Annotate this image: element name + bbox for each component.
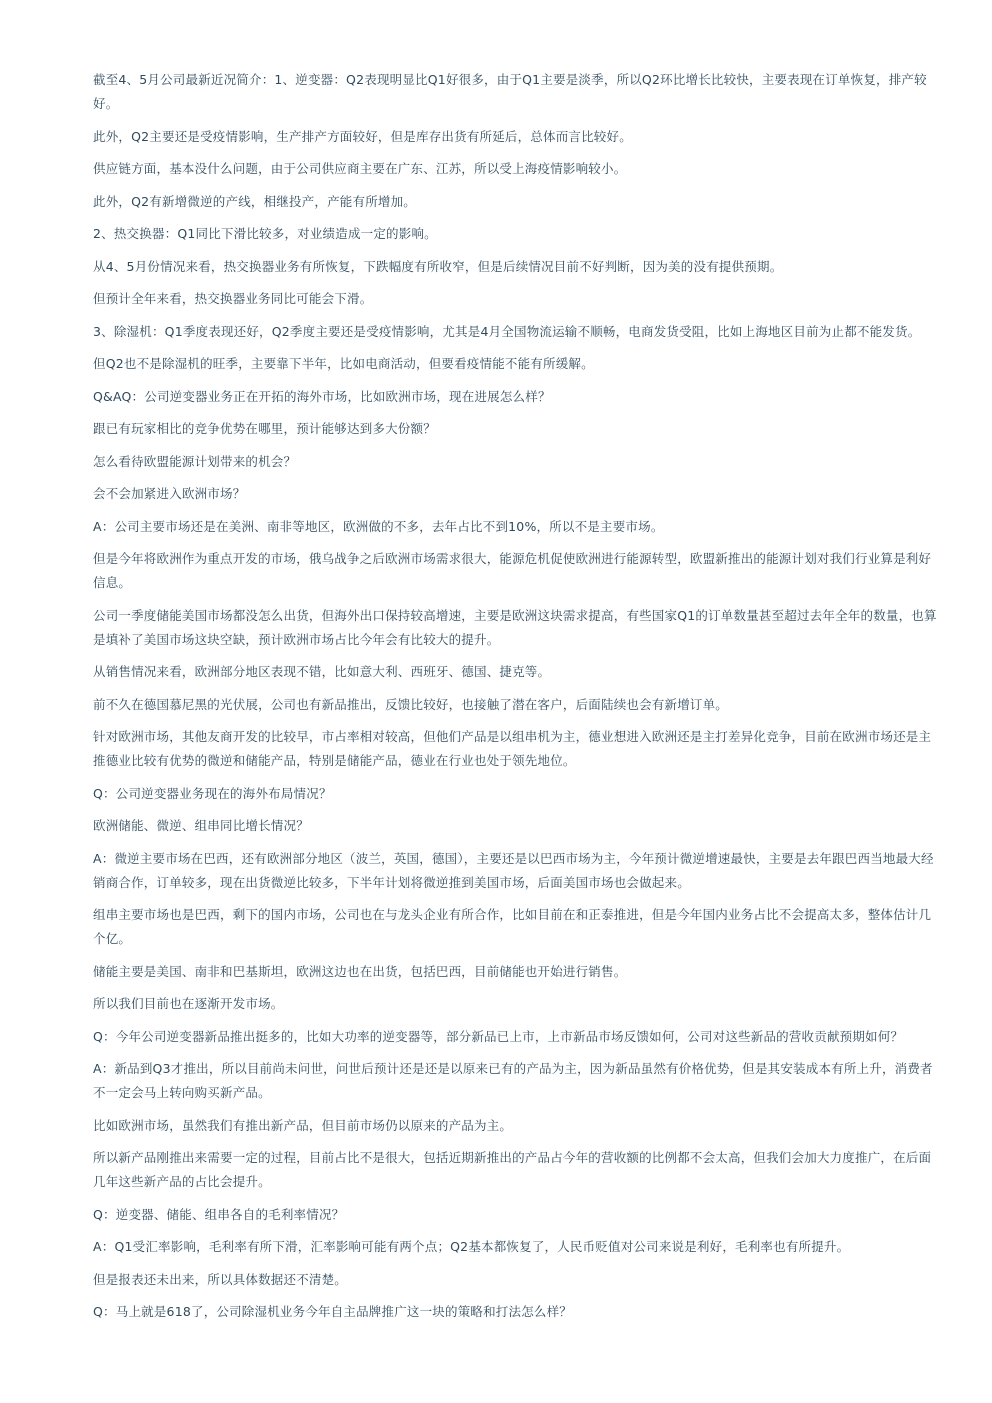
document-body	[93, 68, 943, 1333]
paragraph: 组串主要市场也是巴西，剩下的国内市场，公司也在与龙头企业有所合作，比如目前在和正泰推进，但是今年国内业务占比不会提高太多，整体估计几个亿。	[93, 907, 932, 946]
paragraph: 所以新产品刚推出来需要一定的过程，目前占比不是很大，包括近期新推出的产品占今年的营收额的比例都不会太高，但我们会加大力度推广，在后面几年这些新产品的占比会提升。	[93, 1150, 932, 1189]
paragraph: 怎么看待欧盟能源计划带来的机会？	[93, 453, 297, 469]
paragraph: 储能主要是美国、南非和巴基斯坦，欧洲这边也在出货，包括巴西，目前储能也开始进行销售。	[93, 963, 627, 979]
paragraph: 会不会加紧进入欧洲市场？	[93, 486, 246, 501]
paragraph: 但Q2也不是除湿机的旺季，主要靠下半年，比如电商活动，但要看疫情能不能有所缓解。	[93, 356, 594, 371]
paragraph: 但是报表还未出来，所以具体数据还不清楚。	[93, 1271, 348, 1287]
answer-paragraph: A：公司主要市场还是在美洲、南非等地区，欧洲做的不多，去年占比不到10%，所以不是主要市场。	[93, 518, 664, 534]
paragraph: 但预计全年来看，热交换器业务同比可能会下滑。	[93, 291, 373, 306]
answer-paragraph: A：微逆主要市场在巴西，还有欧洲部分地区（波兰，英国，德国），主要还是以巴西市场为主，今年预计微逆增速最快，主要是去年跟巴西当地最大经销商合作，订单较多，现在出货微逆比较多，下半年计划将微逆推到美国市场，后面美国市场也会做起来。	[93, 850, 934, 890]
question-paragraph: Q：公司逆变器业务现在的海外布局情况？	[93, 785, 332, 801]
paragraph: 比如欧洲市场，虽然我们有推出新产品，但目前市场仍以原来的产品为主。	[93, 1117, 513, 1133]
question-paragraph: Q&AQ：公司逆变器业务正在开拓的海外市场，比如欧洲市场，现在进展怎么样？	[93, 388, 551, 404]
answer-paragraph: A：新品到Q3才推出，所以目前尚未问世，问世后预计还是还是以原来已有的产品为主，因为新品虽然有价格优势，但是其安装成本有所上升，消费者不一定会马上转向购买新产品。	[93, 1061, 933, 1100]
paragraph: 欧洲储能、微逆、组串同比增长情况？	[93, 818, 309, 833]
paragraph: 所以我们目前也在逐渐开发市场。	[93, 996, 284, 1011]
paragraph: 供应链方面，基本没什么问题，由于公司供应商主要在广东、江苏，所以受上海疫情影响较小。	[93, 161, 627, 176]
paragraph: 公司一季度储能美国市场都没怎么出货，但海外出口保持较高增速，主要是欧洲这块需求提高，有些国家Q1的订单数量甚至超过去年全年的数量，也算是填补了美国市场这块空缺，预计欧洲市场占比今年会有比较大的提升。	[93, 607, 937, 647]
paragraph: 此外，Q2主要还是受疫情影响，生产排产方面较好，但是库存出货有所延后，总体而言比较好。	[93, 128, 632, 144]
paragraph: 截至4、5月公司最新近况简介：1、逆变器：Q2表现明显比Q1好很多，由于Q1主要是淡季，所以Q2环比增长比较快，主要表现在订单恢复，排产较好。	[93, 72, 927, 111]
paragraph: 2、热交换器：Q1同比下滑比较多，对业绩造成一定的影响。	[93, 226, 437, 241]
paragraph: 3、除湿机：Q1季度表现还好，Q2季度主要还是受疫情影响，尤其是4月全国物流运输不顺畅，电商发货受阻，比如上海地区目前为止都不能发货。	[93, 323, 921, 339]
answer-paragraph: A：Q1受汇率影响，毛利率有所下滑，汇率影响可能有两个点；Q2基本都恢复了，人民币贬值对公司来说是利好，毛利率也有所提升。	[93, 1239, 850, 1254]
paragraph: 前不久在德国慕尼黑的光伏展，公司也有新品推出，反馈比较好，也接触了潜在客户，后面陆续也会有新增订单。	[93, 696, 729, 712]
paragraph: 从销售情况来看，欧洲部分地区表现不错，比如意大利、西班牙、德国、捷克等。	[93, 664, 551, 679]
paragraph: 但是今年将欧洲作为重点开发的市场，俄乌战争之后欧洲市场需求很大，能源危机促使欧洲进行能源转型，欧盟新推出的能源计划对我们行业算是利好信息。	[93, 551, 932, 590]
paragraph: 从4、5月份情况来看，热交换器业务有所恢复，下跌幅度有所收窄，但是后续情况目前不好判断，因为美的没有提供预期。	[93, 258, 783, 274]
question-paragraph: Q：马上就是618了，公司除湿机业务今年自主品牌推广这一块的策略和打法怎么样？	[93, 1304, 572, 1319]
paragraph: 针对欧洲市场，其他友商开发的比较早，市占率相对较高，但他们产品是以组串机为主，德业想进入欧洲还是主打差异化竞争，目前在欧洲市场还是主推德业比较有优势的微逆和储能产品，特别是储能产品，德业在行业也处于领先地位。	[93, 729, 932, 768]
question-paragraph: Q：逆变器、储能、组串各自的毛利率情况？	[93, 1206, 345, 1222]
question-paragraph: Q：今年公司逆变器新品推出挺多的，比如大功率的逆变器等，部分新品已上市，上市新品市场反馈如何，公司对这些新品的营收贡献预期如何？	[93, 1028, 904, 1044]
paragraph: 此外，Q2有新增微逆的产线，相继投产，产能有所增加。	[93, 193, 416, 209]
paragraph: 跟已有玩家相比的竞争优势在哪里，预计能够达到多大份额？	[93, 421, 436, 436]
